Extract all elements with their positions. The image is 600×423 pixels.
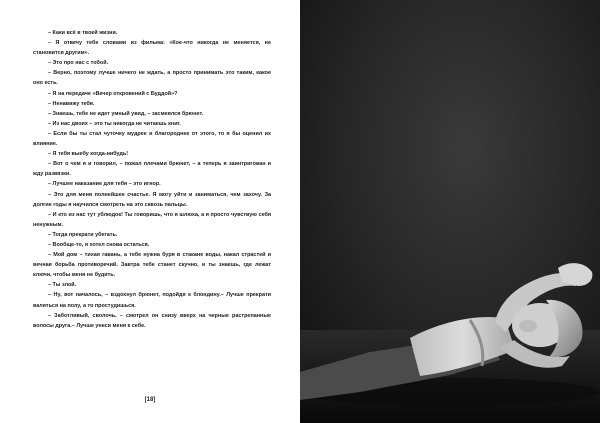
paragraph: – Я тебя выебу когда-нибудь! xyxy=(48,151,129,158)
paragraph: – Ненавижу тебя. xyxy=(48,100,95,107)
paragraph: – Заботливый, сволочь, – смотрел он снизу вверх на черные растрепанные волосы друга.– Лучше унеси меня к себе. xyxy=(33,312,271,329)
portrait-photo xyxy=(300,0,600,423)
page-number: [18] xyxy=(144,397,156,403)
paragraph: – Верно, поэтому лучше ничего не ждать, а просто принимать это таким, какое оно есть. xyxy=(33,70,271,87)
paragraph: – Вот о чем я и говорил, – пожал плечами брюнет, – а теперь я заинтригован и жду развязки. xyxy=(33,161,271,178)
paragraph: – Это про нас с тобой. xyxy=(48,60,109,67)
paragraph: – И кто из нас тут ублюдок! Ты говоришь, что я шлюха, а я просто чувствую себя ненужным. xyxy=(33,211,271,228)
paragraph: – Лучшее наказание для тебя – это игнор. xyxy=(48,181,161,188)
paragraph: – Если бы ты стал чуточку мудрее и благороднее от этого, то я бы оценил их влияние. xyxy=(33,130,271,148)
paragraph: – Из нас двоих – это ты никогда не читаешь книг. xyxy=(48,120,181,127)
paragraph: – Это для меня полнейшее счастье. Я могу уйти и заниматься, чем захочу. За долгие годы я научился смотреть на это сквозь пальцы. xyxy=(33,191,271,208)
paragraph: – Вообще-то, я хотел снова остаться. xyxy=(48,241,150,248)
paragraph: – Каки всё в твоей жизни. xyxy=(48,30,118,36)
paragraph: – Тогда прекрати убегать. xyxy=(48,231,118,238)
paragraph: – Знаешь, тебе не идет умный увид, – засмеялся брюнет. xyxy=(48,110,204,117)
paragraph: – Ты злой. xyxy=(48,282,77,289)
paragraph: – Ну, вот началось, – вздохнул брюнет, подойдя к блондину.– Лучше прекрати валяться на полу, а то простудишься. xyxy=(33,292,271,309)
paragraph: – Мой дом – тихая гавань, а тебе нужна буря в стакане воды, накал страстей и вечная борьба противоречий. Завтра тебе станет скучно, и ты знаешь, где лежат ключи, чтобы меня не будить. xyxy=(33,252,271,279)
paragraph: – Я на передаче «Вечер откровений с Буддой»? xyxy=(48,90,178,97)
paragraph: – Я отвечу тебе словами из фильма: «Кое-что никогда не меняется, не становится другим». xyxy=(33,40,271,57)
dialogue-text xyxy=(33,28,271,331)
photo-page xyxy=(300,0,600,423)
